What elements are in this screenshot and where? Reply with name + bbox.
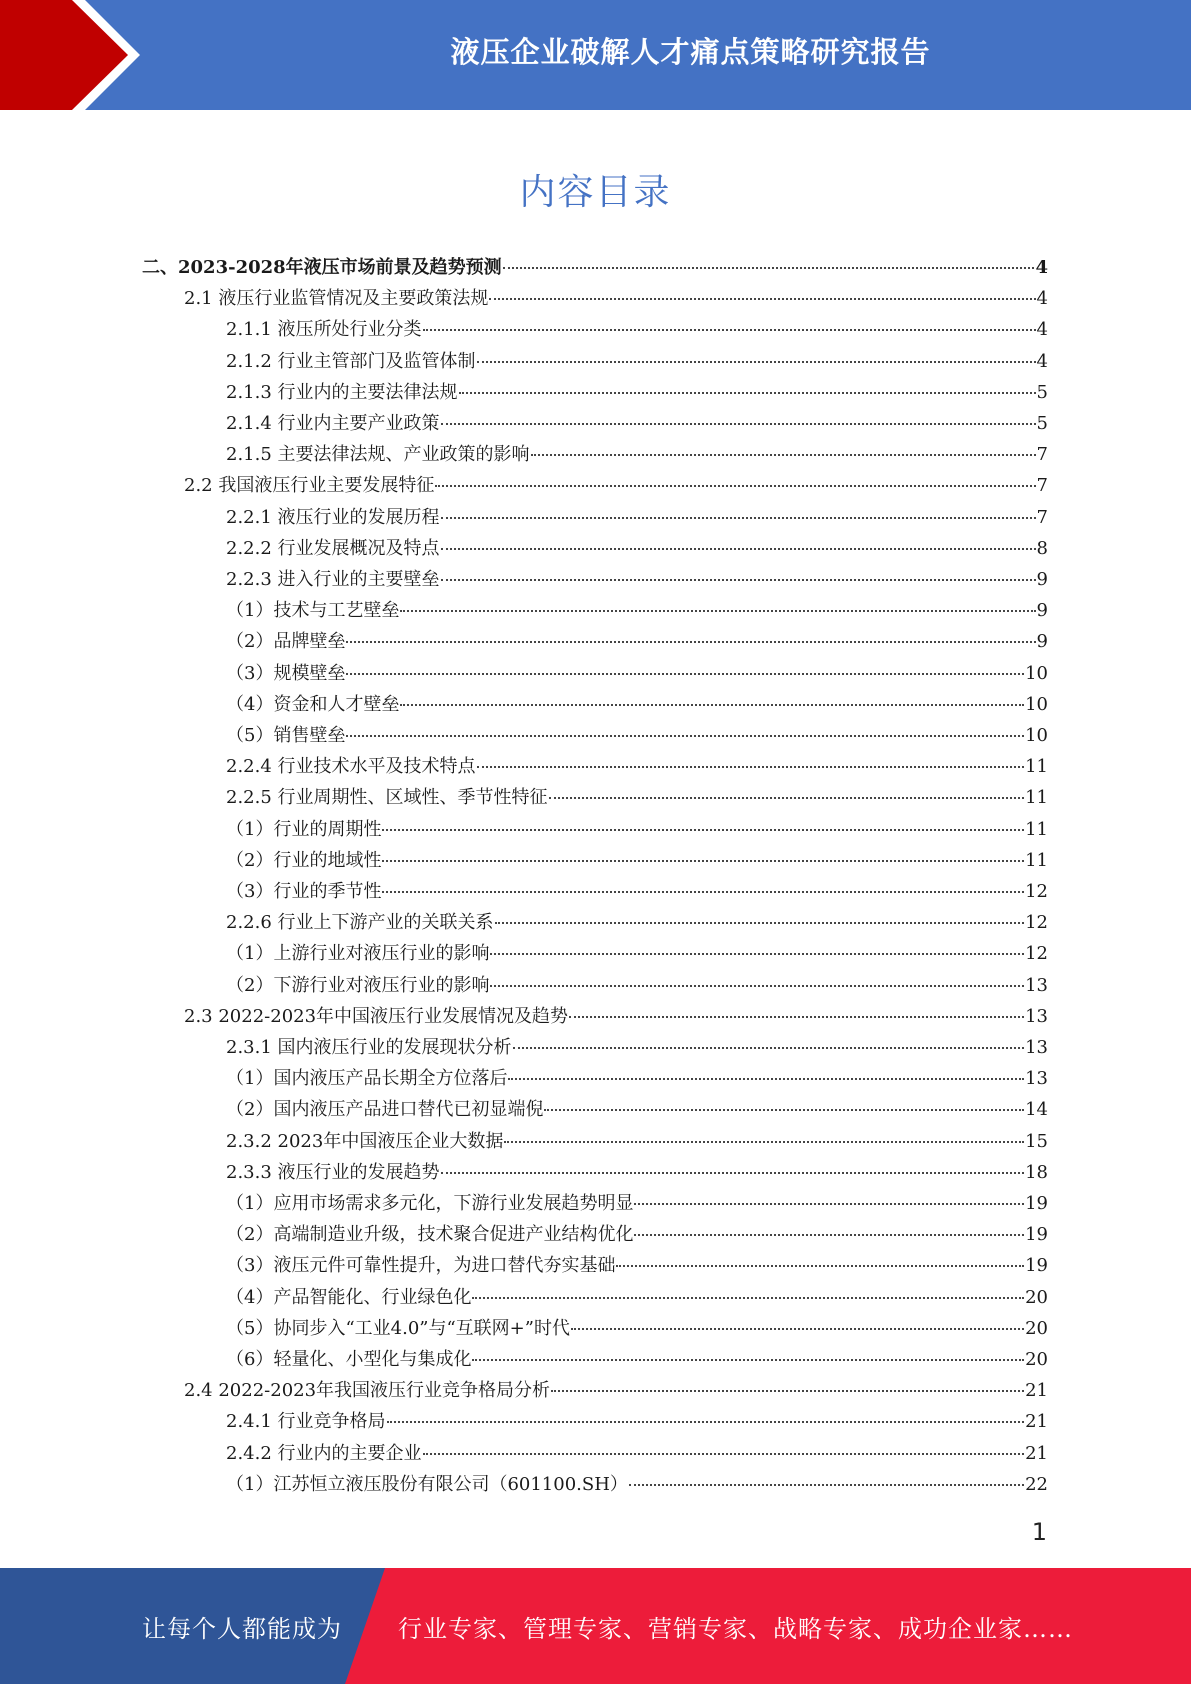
toc-entry-page: 18 (1025, 1161, 1048, 1183)
toc-leader-dots (346, 641, 1035, 643)
toc-entry-page: 11 (1025, 756, 1048, 778)
toc-entry-text: （1）行业的周期性 (226, 818, 382, 840)
toc-entry[interactable] (226, 439, 1048, 470)
toc-entry-text: （2）国内液压产品进口替代已初显端倪 (226, 1099, 544, 1121)
toc-leader-dots (346, 735, 1024, 737)
toc-entry[interactable] (184, 1375, 1048, 1406)
toc-leader-dots (629, 1484, 1024, 1486)
toc-entry[interactable] (226, 782, 1048, 813)
toc-entry-page: 8 (1036, 537, 1048, 559)
toc-entry-page: 9 (1036, 631, 1048, 653)
toc-leader-dots (382, 829, 1024, 831)
toc-leader-dots (634, 1234, 1024, 1236)
toc-entry[interactable] (226, 1469, 1048, 1500)
toc-entry-page: 14 (1025, 1099, 1048, 1121)
toc-entry-text: （3）规模壁垒 (226, 662, 346, 684)
toc-entry-text: 2.1.2 行业主管部门及监管体制 (226, 350, 476, 372)
toc-leader-dots (382, 891, 1024, 893)
toc-entry-text: （1）上游行业对液压行业的影响 (226, 943, 490, 965)
toc-entry-text: 2.2.4 行业技术水平及技术特点 (226, 756, 476, 778)
toc-entry-page: 10 (1025, 725, 1048, 746)
toc-entry-page: 5 (1036, 413, 1048, 434)
toc-entry[interactable] (226, 1063, 1048, 1094)
footer-slogan-left: 让每个人都能成为 (142, 1614, 342, 1643)
toc-entry[interactable] (226, 970, 1048, 1001)
toc-leader-dots (477, 361, 1036, 363)
page-footer (0, 1568, 1191, 1684)
toc-entry-page: 21 (1025, 1380, 1048, 1402)
toc-entry-page: 10 (1025, 693, 1048, 715)
toc-entry-text: 二、2023-2028年液压市场前景及趋势预测 (142, 257, 502, 278)
toc-entry-page: 15 (1025, 1130, 1048, 1152)
toc-entry-text: （2）高端制造业升级，技术聚合促进产业结构优化 (226, 1224, 634, 1246)
toc-entry[interactable] (226, 564, 1048, 595)
toc-entry[interactable] (226, 751, 1048, 782)
toc-leader-dots (508, 1078, 1024, 1080)
toc-leader-dots (634, 1203, 1024, 1205)
toc-entry[interactable] (226, 1282, 1048, 1313)
toc-entry[interactable] (142, 252, 1048, 283)
toc-leader-dots (571, 1328, 1024, 1330)
toc-entry-text: （1）技术与工艺壁垒 (226, 600, 400, 622)
toc-entry-text: （2）品牌壁垒 (226, 631, 346, 653)
toc-entry-text: （1）国内液压产品长期全方位落后 (226, 1068, 508, 1090)
toc-leader-dots (400, 704, 1024, 706)
toc-leader-dots (441, 423, 1036, 425)
toc-leader-dots (616, 1265, 1024, 1267)
toc-entry-page: 13 (1025, 1068, 1048, 1090)
toc-entry[interactable] (184, 1001, 1048, 1032)
toc-entry-text: 2.4 2022-2023年我国液压行业竞争格局分析 (184, 1380, 551, 1402)
toc-entry[interactable] (226, 876, 1048, 907)
toc-leader-dots (382, 860, 1024, 862)
toc-leader-dots (490, 985, 1024, 987)
toc-entry-text: （6）轻量化、小型化与集成化 (226, 1349, 472, 1370)
toc-leader-dots (400, 610, 1035, 612)
toc-entry[interactable] (226, 1032, 1048, 1063)
toc-entry-text: （3）液压元件可靠性提升，为进口替代夯实基础 (226, 1255, 616, 1277)
toc-entry-text: 2.3.2 2023年中国液压企业大数据 (226, 1130, 504, 1152)
toc-leader-dots (441, 548, 1036, 550)
toc-leader-dots (544, 1109, 1024, 1111)
toc-leader-dots (435, 485, 1035, 487)
toc-leader-dots (503, 267, 1035, 269)
toc-leader-dots (504, 1141, 1024, 1143)
toc-entry-text: （2）行业的地域性 (226, 849, 382, 871)
toc-leader-dots (531, 454, 1036, 456)
toc-entry-text: 2.2.3 进入行业的主要壁垒 (226, 569, 440, 590)
toc-leader-dots (495, 922, 1025, 924)
toc-leader-dots (387, 1421, 1025, 1423)
toc-entry-page: 21 (1025, 1411, 1048, 1433)
toc-leader-dots (489, 298, 1035, 300)
toc-entry[interactable] (226, 1438, 1048, 1469)
toc-leader-dots (441, 1172, 1025, 1174)
toc-leader-dots (423, 1453, 1025, 1455)
toc-leader-dots (513, 1047, 1025, 1049)
toc-entry-page: 7 (1036, 475, 1048, 497)
toc-entry[interactable] (226, 626, 1048, 657)
toc-entry-page: 11 (1025, 818, 1048, 840)
toc-entry-text: 2.2 我国液压行业主要发展特征 (184, 475, 435, 497)
toc-entry-page: 4 (1035, 257, 1048, 278)
toc-entry-page: 11 (1025, 787, 1048, 809)
toc-entry-page: 10 (1025, 662, 1048, 684)
toc-leader-dots (423, 329, 1036, 331)
toc-entry-text: （2）下游行业对液压行业的影响 (226, 974, 490, 996)
toc-entry-text: （1）江苏恒立液压股份有限公司（601100.SH） (226, 1473, 628, 1495)
toc-entry[interactable] (226, 314, 1048, 345)
toc-entry-text: 2.1 液压行业监管情况及主要政策法规 (184, 288, 489, 310)
toc-entry[interactable] (226, 720, 1048, 751)
toc-entry[interactable] (226, 1250, 1048, 1281)
toc-entry-page: 21 (1025, 1442, 1048, 1464)
toc-entry-text: （4）产品智能化、行业绿色化 (226, 1286, 472, 1308)
toc-entry-page: 12 (1025, 943, 1048, 965)
toc-entry[interactable] (226, 1188, 1048, 1219)
page-header (0, 0, 1191, 110)
toc-entry[interactable] (226, 814, 1048, 845)
toc-leader-dots (441, 517, 1036, 519)
toc-entry[interactable] (226, 595, 1048, 626)
toc-leader-dots (441, 579, 1036, 581)
toc-entry[interactable] (226, 1094, 1048, 1125)
toc-entry[interactable] (226, 377, 1048, 408)
toc-entry-page: 20 (1025, 1349, 1048, 1370)
toc-entry-text: 2.1.3 行业内的主要法律法规 (226, 381, 458, 403)
footer-slogan-right: 行业专家、管理专家、营销专家、战略专家、成功企业家…… (398, 1614, 1073, 1643)
toc-entry-text: 2.1.4 行业内主要产业政策 (226, 413, 440, 434)
toc-entry-text: 2.3.1 国内液压行业的发展现状分析 (226, 1037, 512, 1058)
toc-entry-text: （5）销售壁垒 (226, 725, 346, 746)
toc-entry-text: 2.3 2022-2023年中国液压行业发展情况及趋势 (184, 1005, 569, 1027)
toc-leader-dots (549, 797, 1025, 799)
toc-entry[interactable] (226, 1219, 1048, 1250)
toc-entry[interactable] (226, 1344, 1048, 1375)
toc-entry-page: 4 (1036, 350, 1048, 372)
toc-entry-text: 2.4.2 行业内的主要企业 (226, 1442, 422, 1464)
toc-entry-page: 20 (1025, 1286, 1048, 1308)
page-number: 1 (1031, 1518, 1047, 1546)
toc-entry-text: 2.2.5 行业周期性、区域性、季节性特征 (226, 787, 548, 809)
toc-leader-dots (490, 953, 1024, 955)
report-title: 液压企业破解人才痛点策略研究报告 (450, 34, 931, 69)
toc-leader-dots (459, 392, 1036, 394)
toc-entry[interactable] (226, 346, 1048, 377)
toc-entry-text: 2.2.2 行业发展概况及特点 (226, 537, 440, 559)
toc-entry[interactable] (226, 408, 1048, 439)
toc-entry[interactable] (226, 1313, 1048, 1344)
toc-entry-text: （3）行业的季节性 (226, 881, 382, 902)
toc-entry[interactable] (226, 502, 1048, 533)
toc-entry-page: 12 (1025, 912, 1048, 934)
toc-leader-dots (472, 1359, 1024, 1361)
toc-entry-page: 4 (1036, 288, 1048, 310)
toc-entry-text: 2.2.1 液压行业的发展历程 (226, 506, 440, 528)
toc-entry-page: 9 (1036, 600, 1048, 622)
toc-leader-dots (569, 1016, 1024, 1018)
toc-leader-dots (551, 1390, 1024, 1392)
toc-entry[interactable] (226, 907, 1048, 938)
toc-entry[interactable] (226, 689, 1048, 720)
toc-entry-page: 13 (1025, 1005, 1048, 1027)
toc-entry-page: 19 (1025, 1255, 1048, 1277)
toc-leader-dots (472, 1297, 1024, 1299)
toc-entry-page: 20 (1025, 1317, 1048, 1339)
toc-heading: 内容目录 (519, 172, 672, 213)
toc-entry[interactable] (226, 1157, 1048, 1188)
toc-entry-page: 13 (1025, 974, 1048, 996)
toc-entry[interactable] (184, 470, 1048, 501)
toc-entry-page: 9 (1036, 569, 1048, 590)
toc-entry[interactable] (226, 845, 1048, 876)
toc-entry-text: （4）资金和人才壁垒 (226, 693, 400, 715)
toc-entry[interactable] (226, 533, 1048, 564)
toc-leader-dots (346, 673, 1024, 675)
toc-entry[interactable] (226, 1406, 1048, 1437)
toc-entry[interactable] (184, 283, 1048, 314)
toc-entry[interactable] (226, 938, 1048, 969)
toc-entry-text: 2.1.5 主要法律法规、产业政策的影响 (226, 444, 530, 466)
toc-entry-text: 2.2.6 行业上下游产业的关联关系 (226, 912, 494, 934)
toc-entry-page: 5 (1036, 381, 1048, 403)
toc-entry-text: （1）应用市场需求多元化，下游行业发展趋势明显 (226, 1193, 634, 1214)
toc-entry-text: 2.3.3 液压行业的发展趋势 (226, 1161, 440, 1183)
toc-entry-text: 2.1.1 液压所处行业分类 (226, 319, 422, 341)
toc-entry-page: 11 (1025, 849, 1048, 871)
toc-entry-page: 13 (1025, 1037, 1048, 1058)
toc-entry-text: （5）协同步入“工业4.0”与“互联网+”时代 (226, 1317, 570, 1339)
toc-entry-page: 7 (1036, 444, 1048, 466)
toc-entry-page: 19 (1025, 1193, 1048, 1214)
toc-entry[interactable] (226, 1126, 1048, 1157)
toc-entry-page: 12 (1025, 881, 1048, 902)
toc-entry-page: 19 (1025, 1224, 1048, 1246)
toc-entry[interactable] (226, 658, 1048, 689)
toc-entry-page: 7 (1036, 506, 1048, 528)
toc-leader-dots (477, 766, 1025, 768)
toc-entry-page: 22 (1025, 1473, 1048, 1495)
toc-entry-page: 4 (1036, 319, 1048, 341)
toc-entry-text: 2.4.1 行业竞争格局 (226, 1411, 386, 1433)
